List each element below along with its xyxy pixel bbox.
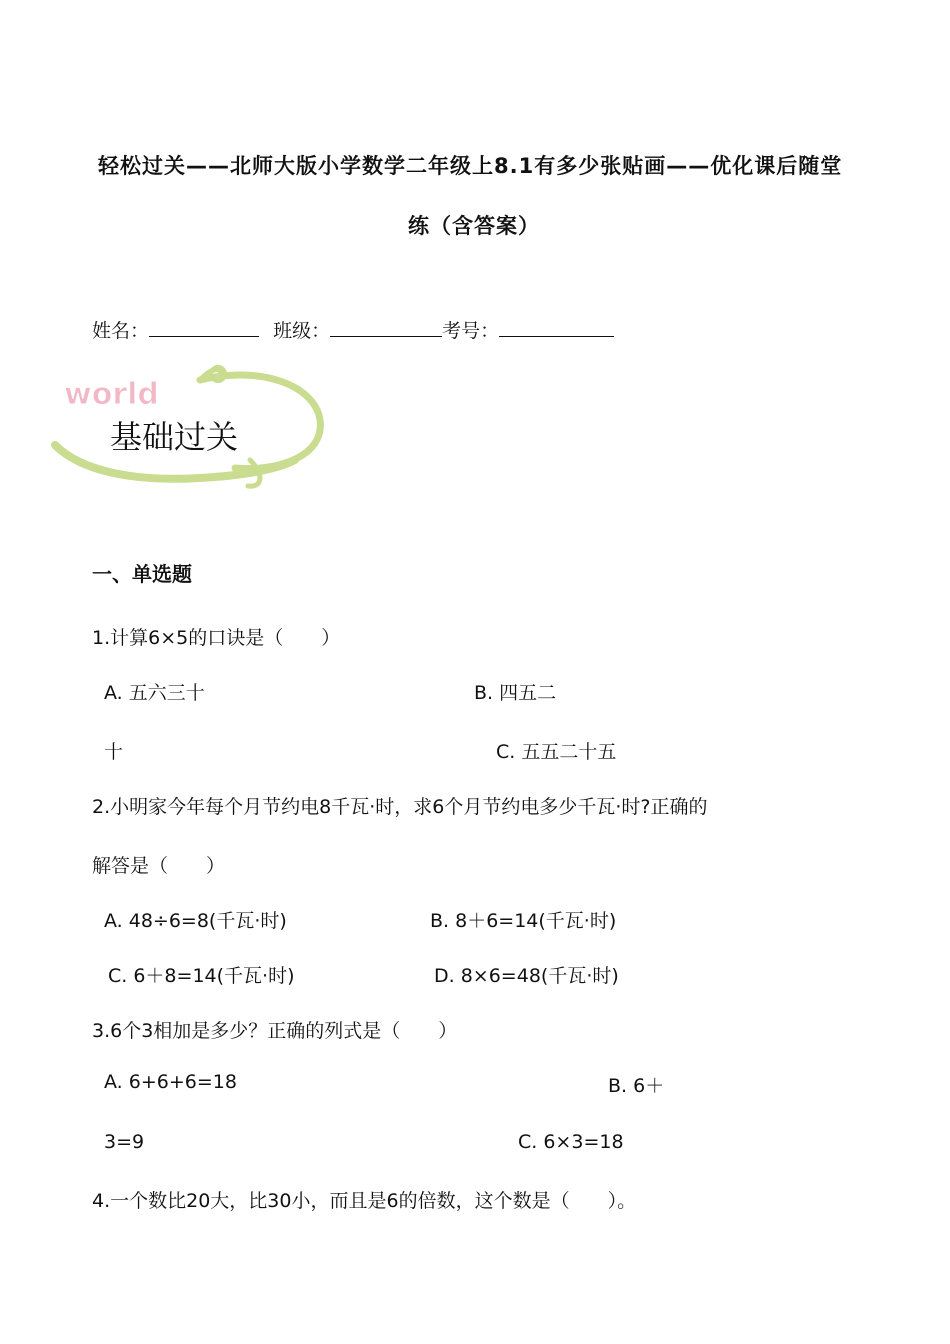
question-1-stem: 1.计算6×5的口诀是（ ） (92, 627, 341, 649)
question-1-option-c[interactable]: C. 五五二十五 (496, 741, 617, 763)
class-label: 班级： (273, 320, 331, 342)
question-3-option-a[interactable]: A. 6+6+6=18 (104, 1071, 237, 1093)
document-title-line2: 练（含答案） (408, 214, 540, 238)
question-2-option-b[interactable]: B. 8＋6=14(千瓦·时) (430, 910, 617, 932)
question-3-option-c[interactable]: C. 6×3=18 (518, 1131, 624, 1153)
name-label: 姓名： (92, 320, 150, 342)
name-blank[interactable] (149, 334, 259, 337)
exam-blank[interactable] (499, 334, 614, 337)
section-heading: 一、单选题 (92, 562, 192, 586)
world-logo: world (64, 377, 159, 412)
exam-label: 考号： (442, 320, 500, 342)
question-2-stem-line1: 2.小明家今年每个月节约电8千瓦·时，求6个月节约电多少千瓦·时?正确的 (92, 796, 708, 818)
question-1-option-b-continued: 十 (104, 741, 124, 763)
question-3-option-b-continued: 3=9 (104, 1131, 145, 1153)
question-4-stem: 4.一个数比20大，比30小，而且是6的倍数，这个数是（ ）。 (92, 1190, 637, 1212)
question-1-option-a[interactable]: A. 五六三十 (104, 682, 205, 704)
question-2-option-c[interactable]: C. 6＋8=14(千瓦·时) (108, 965, 295, 987)
question-2-stem-line2: 解答是（ ） (92, 855, 226, 877)
question-2-option-a[interactable]: A. 48÷6=8(千瓦·时) (104, 910, 287, 932)
question-1-option-b[interactable]: B. 四五二 (474, 682, 557, 704)
question-3-option-b[interactable]: B. 6＋ (608, 1075, 665, 1097)
question-3-stem: 3.6个3相加是多少？正确的列式是（ ） (92, 1020, 458, 1042)
class-blank[interactable] (330, 334, 442, 337)
document-title-line1: 轻松过关——北师大版小学数学二年级上8.1有多少张贴画——优化课后随堂 (98, 154, 843, 178)
info-line (92, 316, 614, 343)
question-2-option-d[interactable]: D. 8×6=48(千瓦·时) (434, 965, 619, 987)
banner-title: 基础过关 (110, 418, 239, 456)
